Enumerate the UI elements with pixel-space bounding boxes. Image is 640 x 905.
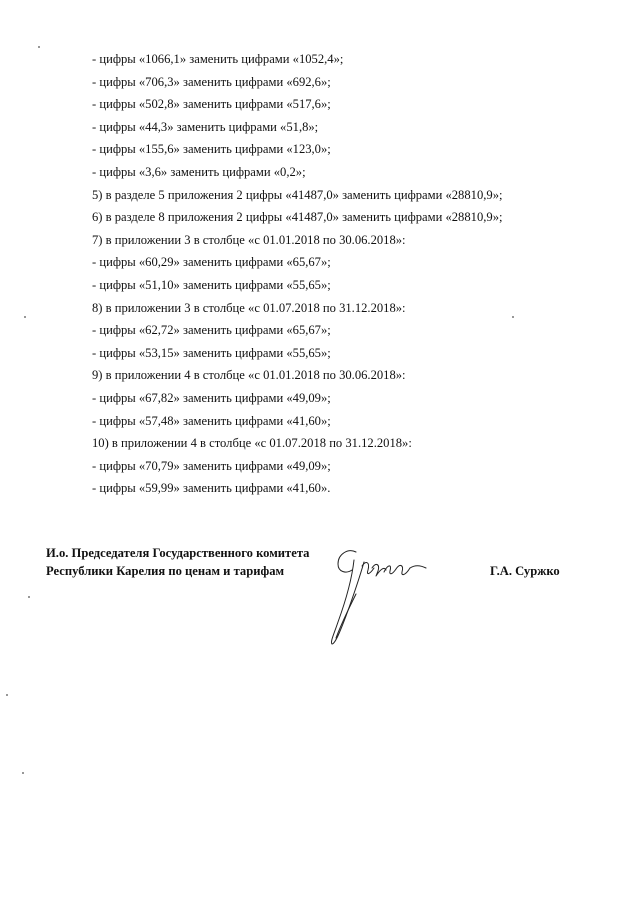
amendment-line: - цифры «706,3» заменить цифрами «692,6»;: [92, 74, 331, 89]
scan-speck: [6, 694, 8, 696]
amendment-line: - цифры «51,10» заменить цифрами «55,65»;: [92, 277, 331, 292]
amendment-line: 6) в разделе 8 приложения 2 цифры «41487,0» заменить цифрами «28810,9»;: [92, 210, 503, 225]
amendment-line: - цифры «1066,1» заменить цифрами «1052,4»;: [92, 52, 344, 66]
signer-name: Г.А. Суржко: [490, 564, 560, 578]
scan-speck: [28, 596, 30, 598]
amendment-line: 9) в приложении 4 в столбце «с 01.01.2018 по 30.06.2018»:: [92, 368, 406, 383]
amendment-line: - цифры «60,29» заменить цифрами «65,67»;: [92, 255, 331, 270]
scan-speck: [512, 316, 514, 318]
signer-position: [46, 544, 309, 580]
amendment-line: - цифры «502,8» заменить цифрами «517,6»;: [92, 97, 331, 112]
amendment-line: 10) в приложении 4 в столбце «с 01.07.2018 по 31.12.2018»:: [92, 436, 412, 451]
amendment-line: - цифры «67,82» заменить цифрами «49,09»;: [92, 390, 331, 405]
signer-position-line: И.о. Председателя Государственного комитета: [46, 546, 310, 560]
amendment-line: - цифры «59,99» заменить цифрами «41,60».: [92, 481, 331, 496]
amendment-line: 5) в разделе 5 приложения 2 цифры «41487,0» заменить цифрами «28810,9»;: [92, 187, 503, 202]
signature-block: [46, 544, 606, 654]
handwritten-signature: [326, 538, 456, 650]
amendment-line: 8) в приложении 3 в столбце «с 01.07.2018 по 31.12.2018»:: [92, 300, 406, 315]
scan-speck: [22, 772, 24, 774]
scan-speck: [38, 46, 40, 48]
amendment-line: - цифры «53,15» заменить цифрами «55,65»;: [92, 345, 331, 360]
amendment-line: - цифры «62,72» заменить цифрами «65,67»;: [92, 323, 331, 338]
amendment-line: - цифры «70,79» заменить цифрами «49,09»;: [92, 458, 331, 473]
amendment-line: - цифры «44,3» заменить цифрами «51,8»;: [92, 119, 319, 134]
amendment-line: - цифры «57,48» заменить цифрами «41,60»;: [92, 413, 331, 428]
scan-speck: [24, 316, 26, 318]
amendment-line: - цифры «3,6» заменить цифрами «0,2»;: [92, 164, 306, 179]
signer-position-line: Республики Карелия по ценам и тарифам: [46, 564, 285, 578]
amendment-list: [92, 48, 612, 500]
amendment-line: - цифры «155,6» заменить цифрами «123,0»;: [92, 142, 331, 157]
amendment-line: 7) в приложении 3 в столбце «с 01.01.2018 по 30.06.2018»:: [92, 232, 406, 247]
